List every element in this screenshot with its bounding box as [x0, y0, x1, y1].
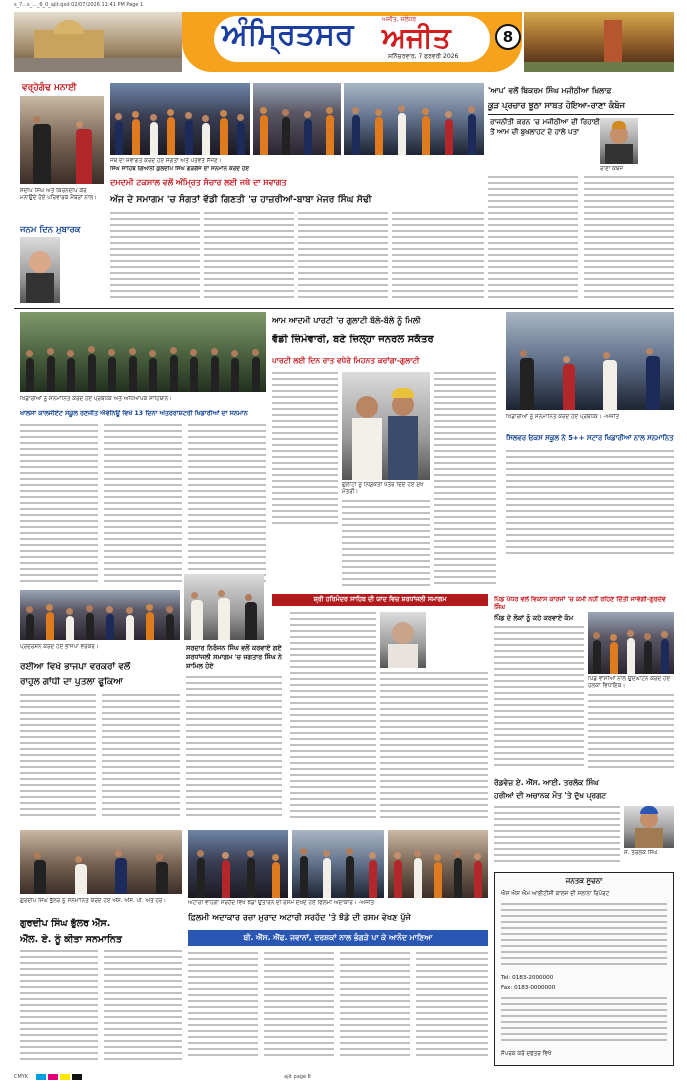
right-top-divider	[488, 114, 674, 115]
bottom-band: ਬੀ. ਐੱਸ. ਐੱਫ. ਜਵਾਨਾਂ, ਦਰਸ਼ਕਾਂ ਨਾਲ ਭੰਗੜੇ ਪਾ ਕੇ ਆਨੰਦ ਮਾਣਿਆ	[188, 930, 488, 946]
obituary-body-2	[290, 612, 376, 824]
bjp-headline-2: ਰਾਹੁਲ ਗਾਂਧੀ ਦਾ ਪੁਤਲਾ ਫੂਕਿਆ	[20, 677, 123, 687]
obituary-portrait	[380, 612, 426, 668]
right-lower-photo-caption: ਪਿੰਡ ਵਾਸੀਆਂ ਨਾਲ ਉਦਘਾਟਨ ਕਰਦੇ ਹੋਏ ਹਲਕਾ ਵਿਧਾਇਕ।	[588, 676, 671, 689]
bottom-body-2	[264, 952, 334, 1064]
right-lower-sub: ਪਿੰਡ ਦੇ ਲੋਕਾਂ ਨੂੰ ਕਹੇ ਕਰਵਾਏ ਕੰਮ	[494, 614, 574, 622]
right-lower-portrait-caption: ਸ. ਤਰਲੋਕ ਸਿੰਘ	[624, 850, 658, 856]
bottom-photo-caption: ਅਟਾਰੀ ਵਾਹਗਾ ਸਰਹੱਦ ਵਿਖੇ ਝੰਡਾ ਉਤਾਰਨ ਦੀ ਰਸਮ ਦੇਖਦੇ ਹੋਏ ਫਿਲਮੀ ਅਦਾਕਾਰ। -ਅਜੀਤ	[188, 900, 375, 906]
right-mid-photo	[506, 312, 674, 410]
mid-band-sub: ਪਾਰਟੀ ਲਈ ਦਿਨ ਰਾਤ ਵਧੇਰੇ ਮਿਹਨਤ ਕਰਾਂਗਾ-ਗੁਲਾਟੀ	[272, 356, 420, 365]
notice-title: ਜਨਤਕ ਸੂਚਨਾ	[565, 877, 603, 885]
bottom-photo-1	[188, 830, 288, 898]
top-story-body-4	[392, 212, 484, 304]
bottom-headline: ਫ਼ਿਲਮੀ ਅਦਾਕਾਰ ਰਜ਼ਾ ਮੁਰਾਦ ਅਟਾਰੀ ਸਰਹੱਦ 'ਤੇ ਝੰਡੇ ਦੀ ਰਸਮ ਵੇਖਣ ਪੁੱਜੇ	[188, 912, 411, 922]
right-lower-body-1	[494, 626, 584, 774]
right-top-kicker: 'ਆਪ' ਵਲੋਂ ਬਿਕਰਮ ਸਿੰਘ ਮਜੀਠੀਆ ਖ਼ਿਲਾਫ਼	[488, 86, 612, 95]
bjp-protest-photo	[20, 590, 180, 640]
bottom-body-1	[188, 952, 258, 1064]
notice-line-2: Tel: 0183-2000000	[501, 975, 554, 981]
right-top-portrait-caption: ਰਾਣਾ ਕੰਬੋਜ	[600, 166, 624, 172]
mid-band-photo	[342, 372, 430, 480]
lower-left-headline-2: ਐੱਲ. ਏ. ਨੂੰ ਕੀਤਾ ਸਨਮਾਨਿਤ	[20, 934, 122, 945]
mid-body-1	[272, 372, 338, 532]
mid-body-3	[434, 372, 496, 590]
top-photo-3	[344, 83, 484, 155]
right-lower-portrait	[624, 806, 674, 848]
lower-left-headline-1: ਗੁਰਦੀਪ ਸਿੰਘ ਭੁੱਲਰ ਐੱਸ.	[20, 918, 111, 929]
lower-left-caption: ਗੁਰਦੀਪ ਸਿੰਘ ਭੁੱਲਰ ਨੂੰ ਸਨਮਾਨਿਤ ਕਰਦੇ ਹੋਏ ਐੱਸ. ਐੱਸ. ਪੀ. ਅਤੇ ਹੋਰ।	[20, 898, 167, 904]
sports-body-3	[188, 424, 266, 586]
masthead-title-ajit: ਅਜੀਤ	[382, 21, 451, 54]
masthead-date: ਸਨਿੱਚਰਵਾਰ, 7 ਫਰਵਰੀ 2026	[388, 53, 459, 60]
mid-band-kicker: ਆਮ ਆਦਮੀ ਪਾਰਟੀ 'ਚ ਗੁਲਾਟੀ ਬੱਲੇ-ਬੱਲੇ ਨੂੰ ਮਿਲੀ	[272, 316, 421, 325]
top-photo-1	[110, 83, 250, 155]
print-meta: s_7...s_..._6_0_ajit.qxd 02/07/2026 11:41 PM Page 1	[14, 2, 144, 8]
birthday-title-2: ਜਨਮ ਦਿਨ ਮੁਬਾਰਕ	[20, 225, 81, 235]
obituary-headline: ਸਰਦਾਰ ਨਿਰੰਜਨ ਸਿੰਘ ਵਲੋਂ ਕਰਵਾਏ ਗਏ ਸ਼ਰਧਾਂਜਲੀ ਸਮਾਗਮ 'ਚ ਜਗਤਾਰ ਸਿੰਘ ਨੇ ਸ਼ਾਮਿਲ ਹੋਏ	[186, 644, 282, 670]
top-story-strap: ਸਿੰਘ ਸਾਹਿਬ ਗਿਆਨੀ ਕੁਲਦੀਪ ਸਿੰਘ ਗੜਗੱਜ ਦਾ ਸਨਮਾਨ ਕਰਦੇ ਹੋਏ	[110, 166, 250, 172]
top-photo-caption: ਜਥੇ ਦਾ ਸਵਾਗਤ ਕਰਦੇ ਹੋਏ ਸੰਗਤਾਂ ਅਤੇ ਪਤਵੰਤੇ ਸੱਜਣ।	[110, 158, 222, 164]
sports-body-1	[20, 424, 98, 586]
right-lower-body-3	[494, 806, 620, 868]
mid-band-photo-caption: ਗੁਲਾਟੀ ਨੂੰ ਨਿਯੁਕਤੀ ਪੱਤਰ ਦਿੰਦੇ ਹੋਏ ਮੁੱਖ ਮੰਤਰੀ।	[342, 482, 424, 495]
sports-body-2	[104, 424, 182, 586]
footer-mid: ajit page 8	[284, 1074, 311, 1080]
masthead	[14, 12, 674, 72]
footer-colour-bar-label: CMYK	[14, 1074, 29, 1080]
right-top-portrait	[600, 118, 638, 164]
right-top-headline: ਕੂੜ ਪ੍ਰਚਾਰ ਝੂਠਾ ਸਾਬਤ ਹੋਇਆ-ਰਾਣਾ ਕੰਬੋਜ	[488, 100, 625, 110]
birthday-caption: ਸੰਦੀਪ ਸਿੰਘ ਅਤੇ ਕਿਰਨਦੀਪ ਕੌਰ ਮਨਾਉਂਦੇ ਹੋਏ ਪਰਿਵਾਰਕ ਮੈਂਬਰਾਂ ਨਾਲ।	[20, 188, 97, 201]
birthday-text	[62, 237, 104, 303]
right-mid-caption: ਖਿਡਾਰੀਆਂ ਨੂੰ ਸਨਮਾਨਿਤ ਕਰਦੇ ਹੋਏ ਪ੍ਰਬੰਧਕ। -ਅਜੀਤ	[506, 414, 620, 420]
notice-line-3: Fax: 0183-0000000	[501, 985, 556, 991]
bottom-photo-3	[388, 830, 488, 898]
lower-left-body-1	[20, 950, 98, 1066]
notice-line-1: ਐਸ ਐਸ ਐਮ ਆਈਟੀਸੀ ਕਾਲਜ ਦੀ ਸਲਾਨਾ ਰਿਪੋਰਟ	[501, 891, 610, 897]
section-divider-1	[14, 308, 674, 309]
bjp-inset-photo	[184, 574, 264, 640]
top-story-body-3	[298, 212, 388, 304]
masthead-title: ਅੰਮ੍ਰਿਤਸਰ	[222, 17, 354, 52]
right-lower-headline2-2: ਹਰੀਆਂ ਦੀ ਅਚਾਨਕ ਮੌਤ 'ਤੇ ਦੁੱਖ ਪ੍ਰਗਟ	[494, 791, 607, 800]
sports-photo-caption: ਖਿਡਾਰੀਆਂ ਨੂੰ ਸਨਮਾਨਿਤ ਕਰਦੇ ਹੋਏ ਪ੍ਰਬੰਧਕ ਅਤੇ ਅਧਿਆਪਕ ਸਾਹਿਬਾਨ।	[20, 396, 173, 402]
masthead-monument-image	[524, 12, 674, 72]
bjp-photo-caption: ਪ੍ਰਦਰਸ਼ਨ ਕਰਦੇ ਹੋਏ ਭਾਜਪਾ ਵਰਕਰ।	[20, 644, 99, 650]
page-number: 8	[495, 24, 521, 50]
masthead-temple-image	[14, 12, 182, 72]
top-photo-2	[253, 83, 341, 155]
right-mid-body-1	[506, 450, 674, 560]
anniversary-couple-photo	[20, 96, 104, 184]
top-headline-red: ਦਮਦਮੀ ਟਕਸਾਲ ਵਲੋਂ ਅੰਮ੍ਰਿਤ ਸੰਚਾਰ ਲਈ ਜਥੇ ਦਾ ਸਵਾਗਤ	[110, 178, 287, 187]
right-mid-headline: ਸਿਲਵਰ ਓਕਸ ਸਕੂਲ ਨੇ 5++ ਸਟਾਰ ਖਿਡਾਰੀਆਂ ਨਾਲ ਸਨਮਾਨਿਤ	[506, 434, 674, 442]
sports-group-photo	[20, 312, 266, 392]
right-lower-headline2-1: ਰੋਡਵੇਜ਼ ਏ. ਐੱਸ. ਆਈ. ਤਰਲੋਕ ਸਿੰਘ	[494, 778, 599, 787]
bottom-body-3	[340, 952, 410, 1064]
mid-band-headline: ਵੱਡੀ ਜ਼ਿੰਮੇਵਾਰੀ, ਬਣੇ ਜ਼ਿਲ੍ਹਾ ਜਨਰਲ ਸਕੱਤਰ	[272, 334, 434, 345]
right-lower-headline: ਪਿੰਡ ਪੱਧਰ ਵਲੋਂ ਵਿਕਾਸ ਕਾਰਜਾਂ 'ਚ ਕਮੀ ਨਹੀਂ ਰਹਿਣ ਦਿੱਤੀ ਜਾਵੇਗੀ-ਗੁਰਦੇਵ ਸਿੰਘ	[494, 596, 666, 611]
right-lower-body-2	[588, 694, 674, 774]
bjp-body-2	[102, 694, 180, 822]
top-headline: ਅੱਜ ਦੇ ਸਮਾਗਮ 'ਚ ਸੰਗਤਾਂ ਵੱਡੀ ਗਿਣਤੀ 'ਚ ਹਾਜ਼ਰੀਆਂ-ਬਾਬਾ ਮੇਜਰ ਸਿੰਘ ਸੋਢੀ	[110, 194, 372, 205]
bjp-body-1	[20, 694, 96, 822]
masthead-banner	[182, 12, 522, 72]
top-story-body-2	[204, 212, 294, 304]
lower-left-body-2	[104, 950, 182, 1066]
right-top-bullet: ਰਾਜਨੀਤੀ ਕਰਨ 'ਚ ਮਜੀਠੀਆ ਦੀ ਰਿਹਾਈ ਤੋਂ ਆਮ ਦੀ ਬੁਖਲਾਹਟ ਦੇ ਹਾਲੇ ਪਤਾ	[490, 118, 600, 136]
right-top-body-1	[488, 176, 578, 304]
obituary-band: ਸ਼੍ਰੀ ਹਰਿਮੰਦਰ ਸਾਹਿਬ ਦੀ ਯਾਦ ਵਿਚ ਸ਼ਰਧਾਂਜਲੀ ਸਮਾਗਮ	[272, 594, 488, 606]
right-top-body-2	[584, 176, 674, 304]
notice-box	[494, 872, 674, 1066]
notice-line-4: ਸੰਪਰਕ ਕਰੋ ਦਫਤਰ ਵਿਖੇ	[501, 1051, 552, 1057]
masthead-subline: ਅਜੀਤ, ਜਲੰਧਰ	[382, 16, 417, 23]
sports-headline: ਖਾਲਸਾ ਕਾਲਜੀਏਟ ਸਕੂਲ ਰਣਜੀਤ ਐਵੇਨਿਊ ਵਿਖੇ 13 ਦਿਨਾ ਅੰਤਰਰਾਸ਼ਟਰੀ ਖਿਡਾਰੀਆਂ ਦਾ ਸਨਮਾਨ	[20, 410, 248, 417]
bottom-photo-2	[292, 830, 384, 898]
obituary-body-3	[380, 672, 488, 824]
birthday-title: ਵਰ੍ਹੇਗੰਢ ਮਨਾਈ	[22, 83, 77, 93]
footer-colour-bar	[14, 1072, 674, 1082]
obituary-body-1	[186, 676, 282, 824]
lower-left-photo	[20, 830, 182, 894]
top-story-body-1	[110, 212, 200, 304]
bottom-body-4	[416, 952, 488, 1064]
child-photo	[20, 237, 60, 303]
right-lower-photo	[588, 612, 674, 674]
mid-body-2	[342, 500, 430, 590]
bjp-headline-1: ਰਈਆ ਵਿਖੇ ਭਾਜਪਾ ਵਰਕਰਾਂ ਵਲੋਂ	[20, 662, 131, 672]
